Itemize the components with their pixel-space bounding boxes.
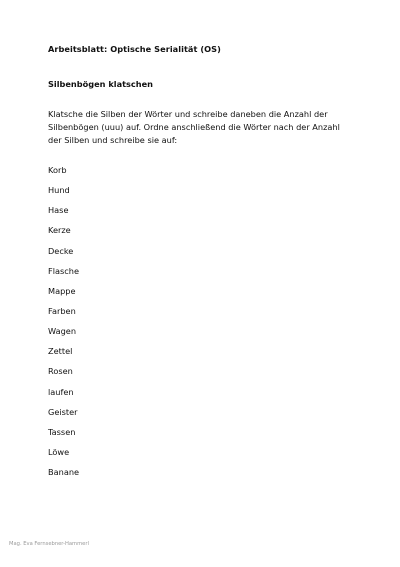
word-item: Rosen <box>48 366 73 377</box>
instructions-paragraph <box>48 108 348 147</box>
worksheet-title: Arbeitsblatt: Optische Serialität (OS) <box>48 44 221 54</box>
word-item: Mappe <box>48 285 76 296</box>
instructions-line: der Silben und schreibe sie auf: <box>48 135 178 145</box>
word-item: Banane <box>48 467 80 478</box>
word-item: Flasche <box>48 265 79 276</box>
word-item: Kerze <box>48 225 71 236</box>
word-item: Decke <box>48 245 74 256</box>
author-footer: Mag. Eva Fernsebner-Hammerl <box>9 541 89 547</box>
word-item: Löwe <box>48 446 70 457</box>
word-item: Hund <box>48 185 70 196</box>
word-item: Wagen <box>48 326 77 337</box>
instructions-line: Klatsche die Silben der Wörter und schreibe daneben die Anzahl der <box>48 109 328 119</box>
instructions-line: Silbenbögen (uuu) auf. Ordne anschließend die Wörter nach der Anzahl <box>48 122 340 132</box>
word-item: Farben <box>48 305 76 316</box>
word-list <box>48 163 79 485</box>
word-item: Zettel <box>48 346 73 357</box>
word-item: Tassen <box>48 426 76 437</box>
word-item: Hase <box>48 205 69 216</box>
word-item: laufen <box>48 386 74 397</box>
worksheet-subtitle: Silbenbögen klatschen <box>48 79 153 89</box>
word-item: Korb <box>48 165 67 175</box>
word-item: Geister <box>48 406 78 417</box>
